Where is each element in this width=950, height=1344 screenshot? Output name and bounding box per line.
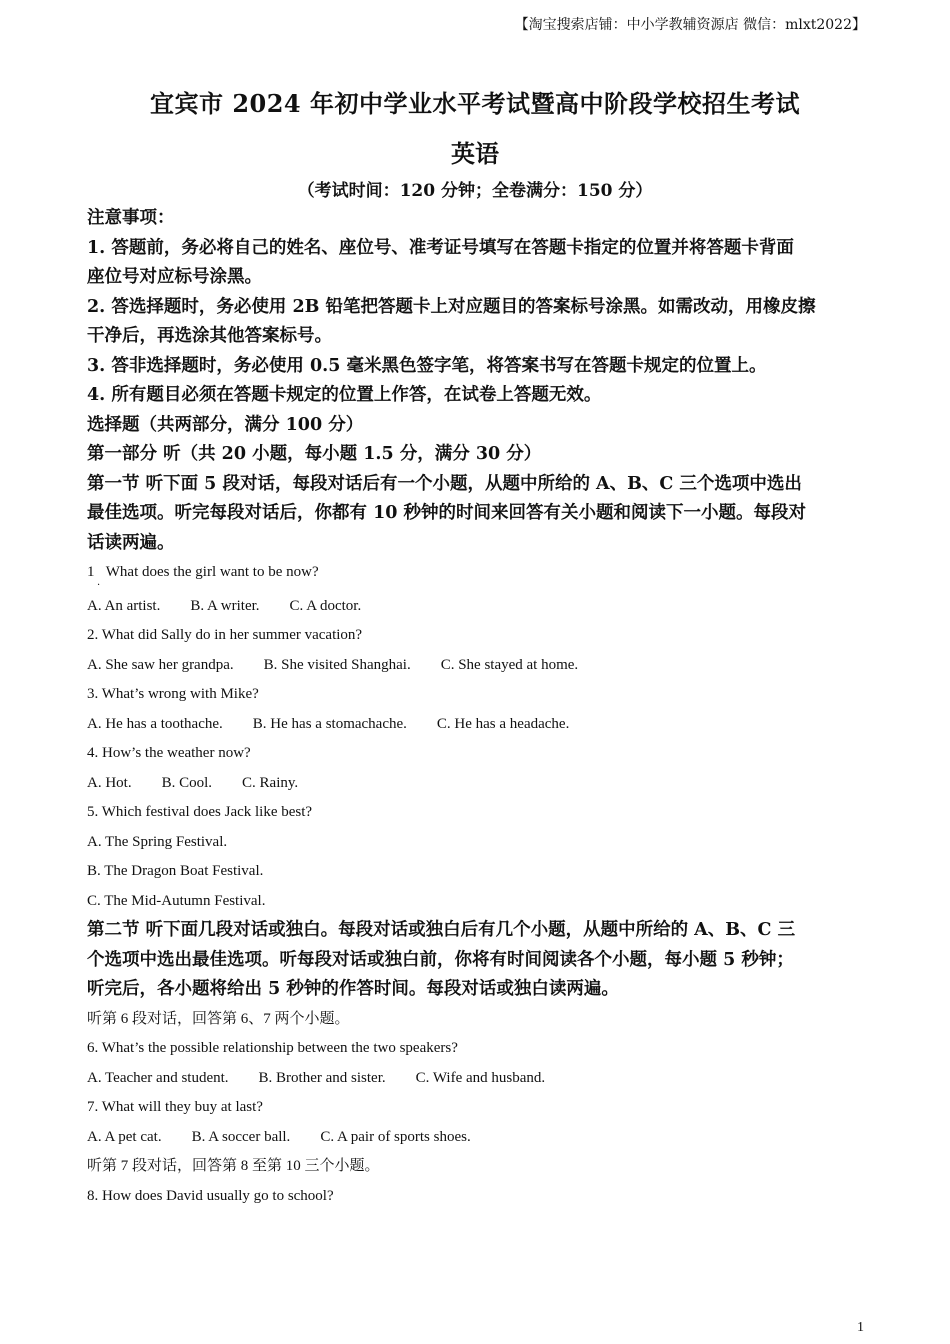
dialogue-7-instruction: 听第 7 段对话，回答第 8 至第 10 三个小题。 [87, 1158, 380, 1174]
dialogue-6-instruction: 听第 6 段对话，回答第 6、7 两个小题。 [87, 1010, 350, 1027]
option-a: A. Teacher and student. [87, 1069, 229, 1086]
question-2-options [87, 651, 867, 681]
section-heading: 选择题（共两部分，满分 100 分） [87, 414, 364, 435]
section2-instructions: 第二节 听下面几段对话或独白。每段对话或独白后有几个小题，从题中所给的 A、B、C 三 [87, 920, 796, 940]
option-a: A. The Spring Festival. [87, 833, 228, 850]
option-a: A. She saw her grandpa. [87, 656, 234, 673]
stray-dot: · [97, 579, 101, 591]
option-a: A. A pet cat. [87, 1128, 162, 1145]
part1-heading: 第一部分 听（共 20 小题，每小题 1.5 分，满分 30 分） [87, 444, 542, 464]
question-text: What does the girl want to be now? [105, 564, 319, 580]
section2-instructions: 个选项中选出最佳选项。听每段对话或独白前，你将有时间阅读各个小题，每小题 5 秒钟； [87, 949, 794, 970]
option-b: B. She visited Shanghai. [263, 656, 411, 673]
question-7: 7. What will they buy at last? [87, 1099, 263, 1115]
notice-heading: 注意事项： [87, 208, 175, 228]
header-note: 【淘宝搜索店铺：中小学教辅资源店 微信：mlxt2022】 [514, 17, 866, 33]
option-c: C. Rainy. [242, 774, 299, 791]
exam-content [87, 204, 867, 1211]
option-a: A. Hot. [87, 774, 132, 791]
question-5: 5. Which festival does Jack like best? [87, 804, 313, 820]
notice-line: 座位号对应标号涂黑。 [87, 267, 262, 287]
option-b: B. A writer. [190, 597, 260, 614]
subject-title: 英语 [451, 139, 499, 168]
question-7-options [87, 1123, 867, 1153]
option-a: A. He has a toothache. [87, 715, 223, 732]
notice-line: 4. 所有题目必须在答题卡规定的位置上作答，在试卷上答题无效。 [87, 385, 602, 405]
option-b: B. The Dragon Boat Festival. [87, 863, 264, 879]
option-c: C. A pair of sports shoes. [320, 1128, 471, 1145]
question-3: 3. What’s wrong with Mike? [87, 686, 259, 702]
option-b: B. Cool. [161, 774, 213, 791]
notice-line: 1. 答题前，务必将自己的姓名、座位号、准考证号填写在答题卡指定的位置并将答题卡背面 [87, 237, 794, 258]
question-3-options [87, 710, 867, 740]
section1-instructions: 第一节 听下面 5 段对话，每段对话后有一个小题，从题中所给的 A、B、C 三个选项中选出 [87, 473, 802, 494]
question-4-options [87, 769, 867, 799]
option-c: C. The Mid-Autumn Festival. [87, 892, 266, 909]
question-1-options [87, 592, 867, 622]
option-a: A. An artist. [87, 597, 161, 614]
notice-line: 干净后，再选涂其他答案标号。 [87, 326, 332, 346]
notice-line: 3. 答非选择题时，务必使用 0.5 毫米黑色签字笔，将答案书写在答题卡规定的位置上。 [87, 355, 767, 376]
option-b: B. Brother and sister. [258, 1069, 386, 1086]
option-b: B. He has a stomachache. [252, 715, 407, 732]
notice-line: 2. 答选择题时，务必使用 2B 铅笔把答题卡上对应题目的答案标号涂黑。如需改动，用橡皮擦 [87, 296, 816, 317]
option-c: C. She stayed at home. [440, 656, 579, 673]
option-b: B. A soccer ball. [191, 1128, 291, 1145]
question-2: 2. What did Sally do in her summer vacation? [87, 627, 363, 643]
exam-title: 宜宾市 2024 年初中学业水平考试暨高中阶段学校招生考试 [149, 89, 800, 118]
section1-instructions: 最佳选项。听完每段对话后，你都有 10 秒钟的时间来回答有关小题和阅读下一小题。每段对 [87, 503, 807, 523]
option-c: C. A doctor. [289, 597, 362, 614]
time-info: （考试时间：120 分钟；全卷满分：150 分） [297, 181, 653, 201]
section2-instructions: 听完后，各小题将给出 5 秒钟的作答时间。每段对话或独白读两遍。 [87, 979, 619, 999]
question-8: 8. How does David usually go to school? [87, 1187, 334, 1204]
option-c: C. Wife and husband. [415, 1069, 546, 1086]
question-number: 1 [87, 564, 95, 580]
option-c: C. He has a headache. [436, 715, 570, 732]
question-4: 4. How’s the weather now? [87, 745, 251, 761]
section1-instructions: 话读两遍。 [87, 532, 175, 553]
question-6: 6. What’s the possible relationship between the two speakers? [87, 1040, 458, 1056]
page-number: 1 [857, 1320, 864, 1335]
question-6-options [87, 1064, 867, 1094]
